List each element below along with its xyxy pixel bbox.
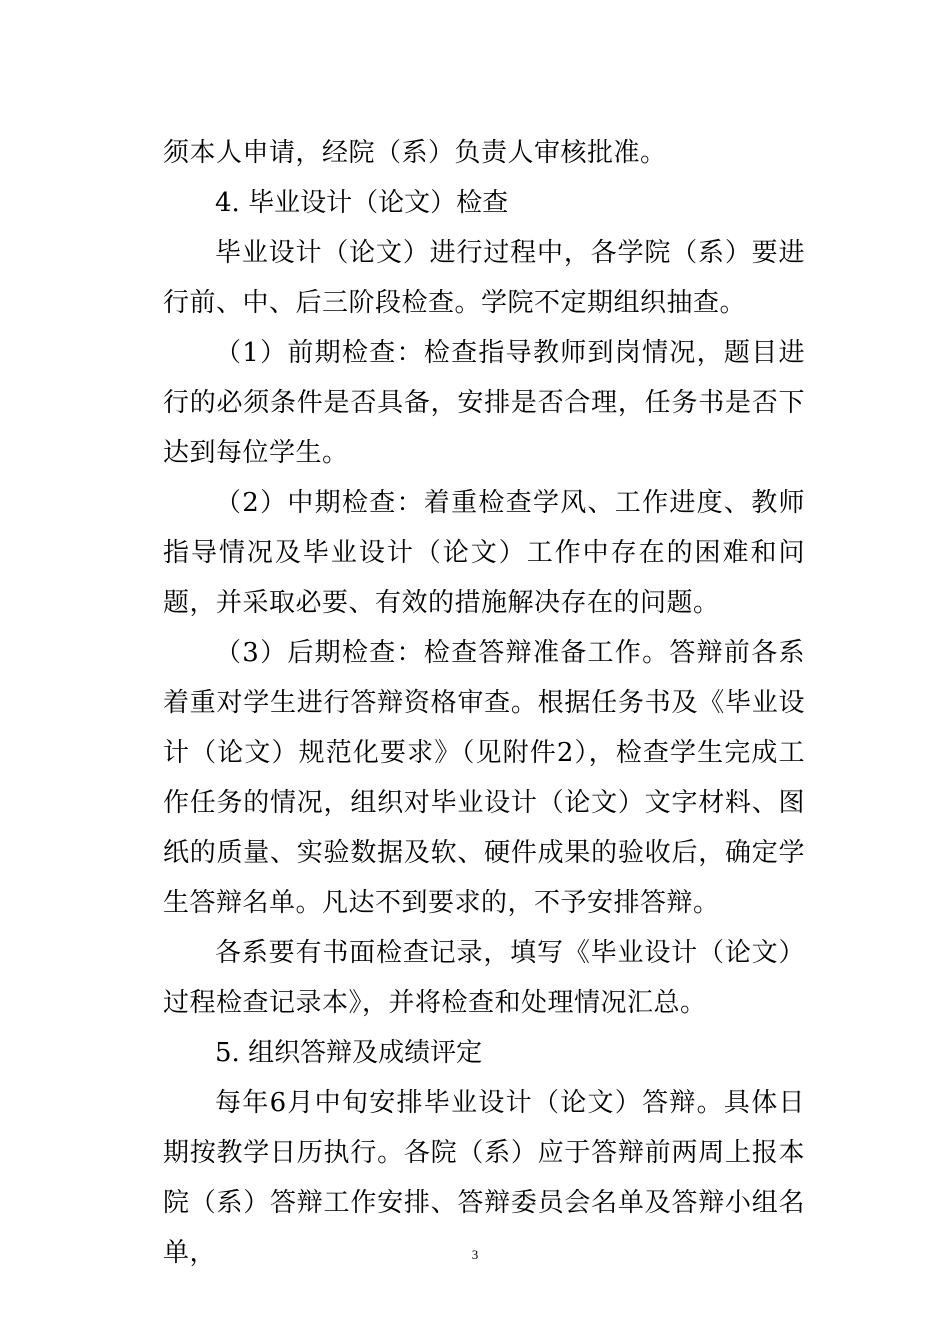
paragraph-late-inspection: （3）后期检查：检查答辩准备工作。答辩前各系着重对学生进行答辩资格审查。根据任务书及《毕业设计（论文）规范化要求》（见附件2），检查学生完成工作任务的情况，组织对毕业设计（论文）文字材料、图纸的质量、实验数据及软、硬件成果的验收后，确定学生答辩名单。凡达不到要求的，不予安排答辩。: [163, 638, 805, 918]
section-heading-5: 5. 组织答辩及成绩评定: [215, 1038, 483, 1068]
section-heading-4: 4. 毕业设计（论文）检查: [215, 188, 509, 218]
paragraph-defense-schedule: 每年6月中旬安排毕业设计（论文）答辩。具体日期按教学日历执行。各院（系）应于答辩前两周上报本院（系）答辩工作安排、答辩委员会名单及答辩小组名单，: [163, 1088, 805, 1268]
page-number: 3: [471, 1247, 479, 1262]
paragraph-inspection-records: 各系要有书面检查记录，填写《毕业设计（论文）过程检查记录本》，并将检查和处理情况汇总。: [163, 938, 805, 1018]
document-body: [163, 128, 805, 1278]
paragraph-approval: 须本人申请，经院（系）负责人审核批准。: [163, 138, 667, 168]
paragraph-early-inspection: （1）前期检查：检查指导教师到岗情况，题目进行的必须条件是否具备，安排是否合理，任务书是否下达到每位学生。: [163, 338, 805, 468]
paragraph-mid-inspection: （2）中期检查：着重检查学风、工作进度、教师指导情况及毕业设计（论文）工作中存在的困难和问题，并采取必要、有效的措施解决存在的问题。: [163, 488, 805, 618]
paragraph-inspection-intro: 毕业设计（论文）进行过程中，各学院（系）要进行前、中、后三阶段检查。学院不定期组织抽查。: [163, 238, 805, 318]
